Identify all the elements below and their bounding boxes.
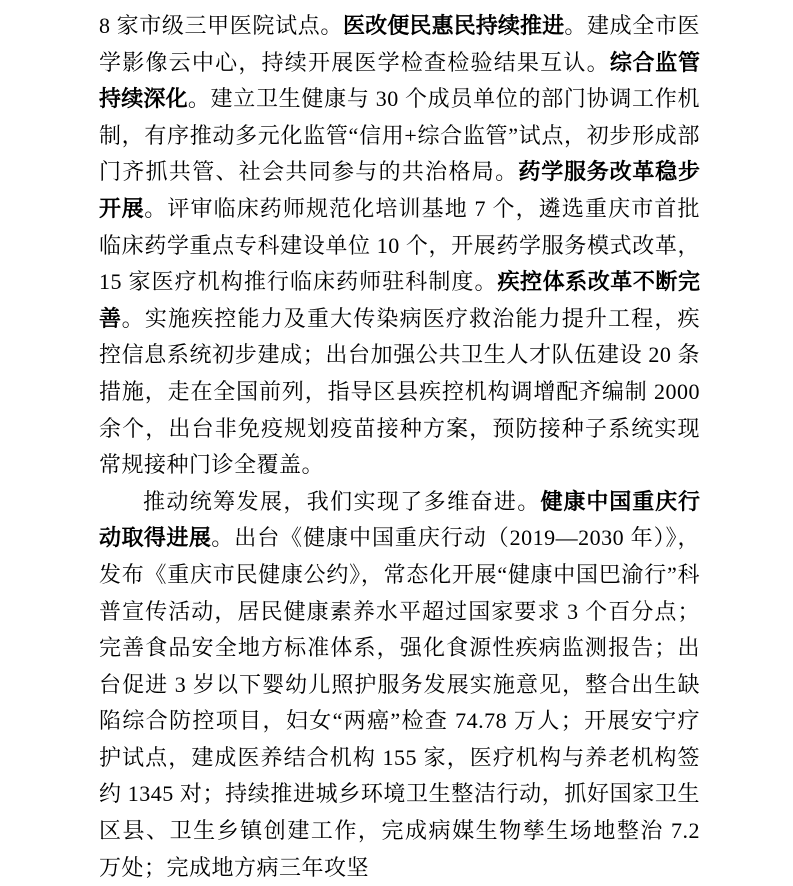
paragraph (99, 8, 700, 484)
text-run: 推动统筹发展，我们实现了多维奋进。 (143, 488, 541, 514)
text-run: 。出台《健康中国重庆行动（2019—2030 年）》，发布《重庆市民健康公约》，常态化开展“健康中国巴渝行”科普宣传活动，居民健康素养水平超过国家要求 3 个百分点；完善食品安全地方标准体系，强化食源性疾病监测报告；出台促进 3 岁以下婴幼儿照护服务发展实施意见，整合出生缺陷综合防控项目，妇女“两癌”检查 74.78 万人；开展安宁疗护试点，建成医养结合机构 155 家，医疗机构与养老机构签约 1345 对；持续推进城乡环境卫生整洁行动，抓好国家卫生区县、卫生乡镇创建工作，完成病媒生物孳生场地整治 7.2 万处；完成地方病三年攻坚 (99, 525, 701, 880)
emphasis-heading-run: 疾控体系改革不断完善 (99, 269, 700, 331)
text-run: 。评审临床药师规范化培训基地 7 个，遴选重庆市首批临床药学重点专科建设单位 10 个，开展药学服务模式改革，15 家医疗机构推行临床药师驻科制度。 (99, 195, 700, 295)
document-body (99, 8, 700, 886)
text-run: 。建成全市医学影像云中心，持续开展医学检查检验结果互认。 (99, 13, 700, 75)
emphasis-heading-run: 综合监管持续深化 (99, 49, 700, 112)
emphasis-heading-run: 医改便民惠民持续推进 (342, 13, 565, 38)
text-run: 。建立卫生健康与 30 个成员单位的部门协调工作机制，有序推动多元化监管“信用+综合监管”试点，初步形成部门齐抓共管、社会共同参与的共治格局。 (99, 86, 700, 185)
emphasis-heading-run: 药学服务改革稳步开展 (99, 159, 700, 221)
text-run: 8 家市级三甲医院试点。 (99, 13, 343, 38)
text-run: 。实施疾控能力及重大传染病医疗救治能力提升工程，疾控信息系统初步建成；出台加强公共卫生人才队伍建设 20 条措施，走在全国前列，指导区县疾控机构调增配齐编制 2000 余个，出台非免疫规划疫苗接种方案，预防接种子系统实现常规接种门诊全覆盖。 (99, 305, 700, 478)
paragraph (99, 484, 700, 886)
emphasis-heading-run: 健康中国重庆行动取得进展 (99, 488, 700, 551)
